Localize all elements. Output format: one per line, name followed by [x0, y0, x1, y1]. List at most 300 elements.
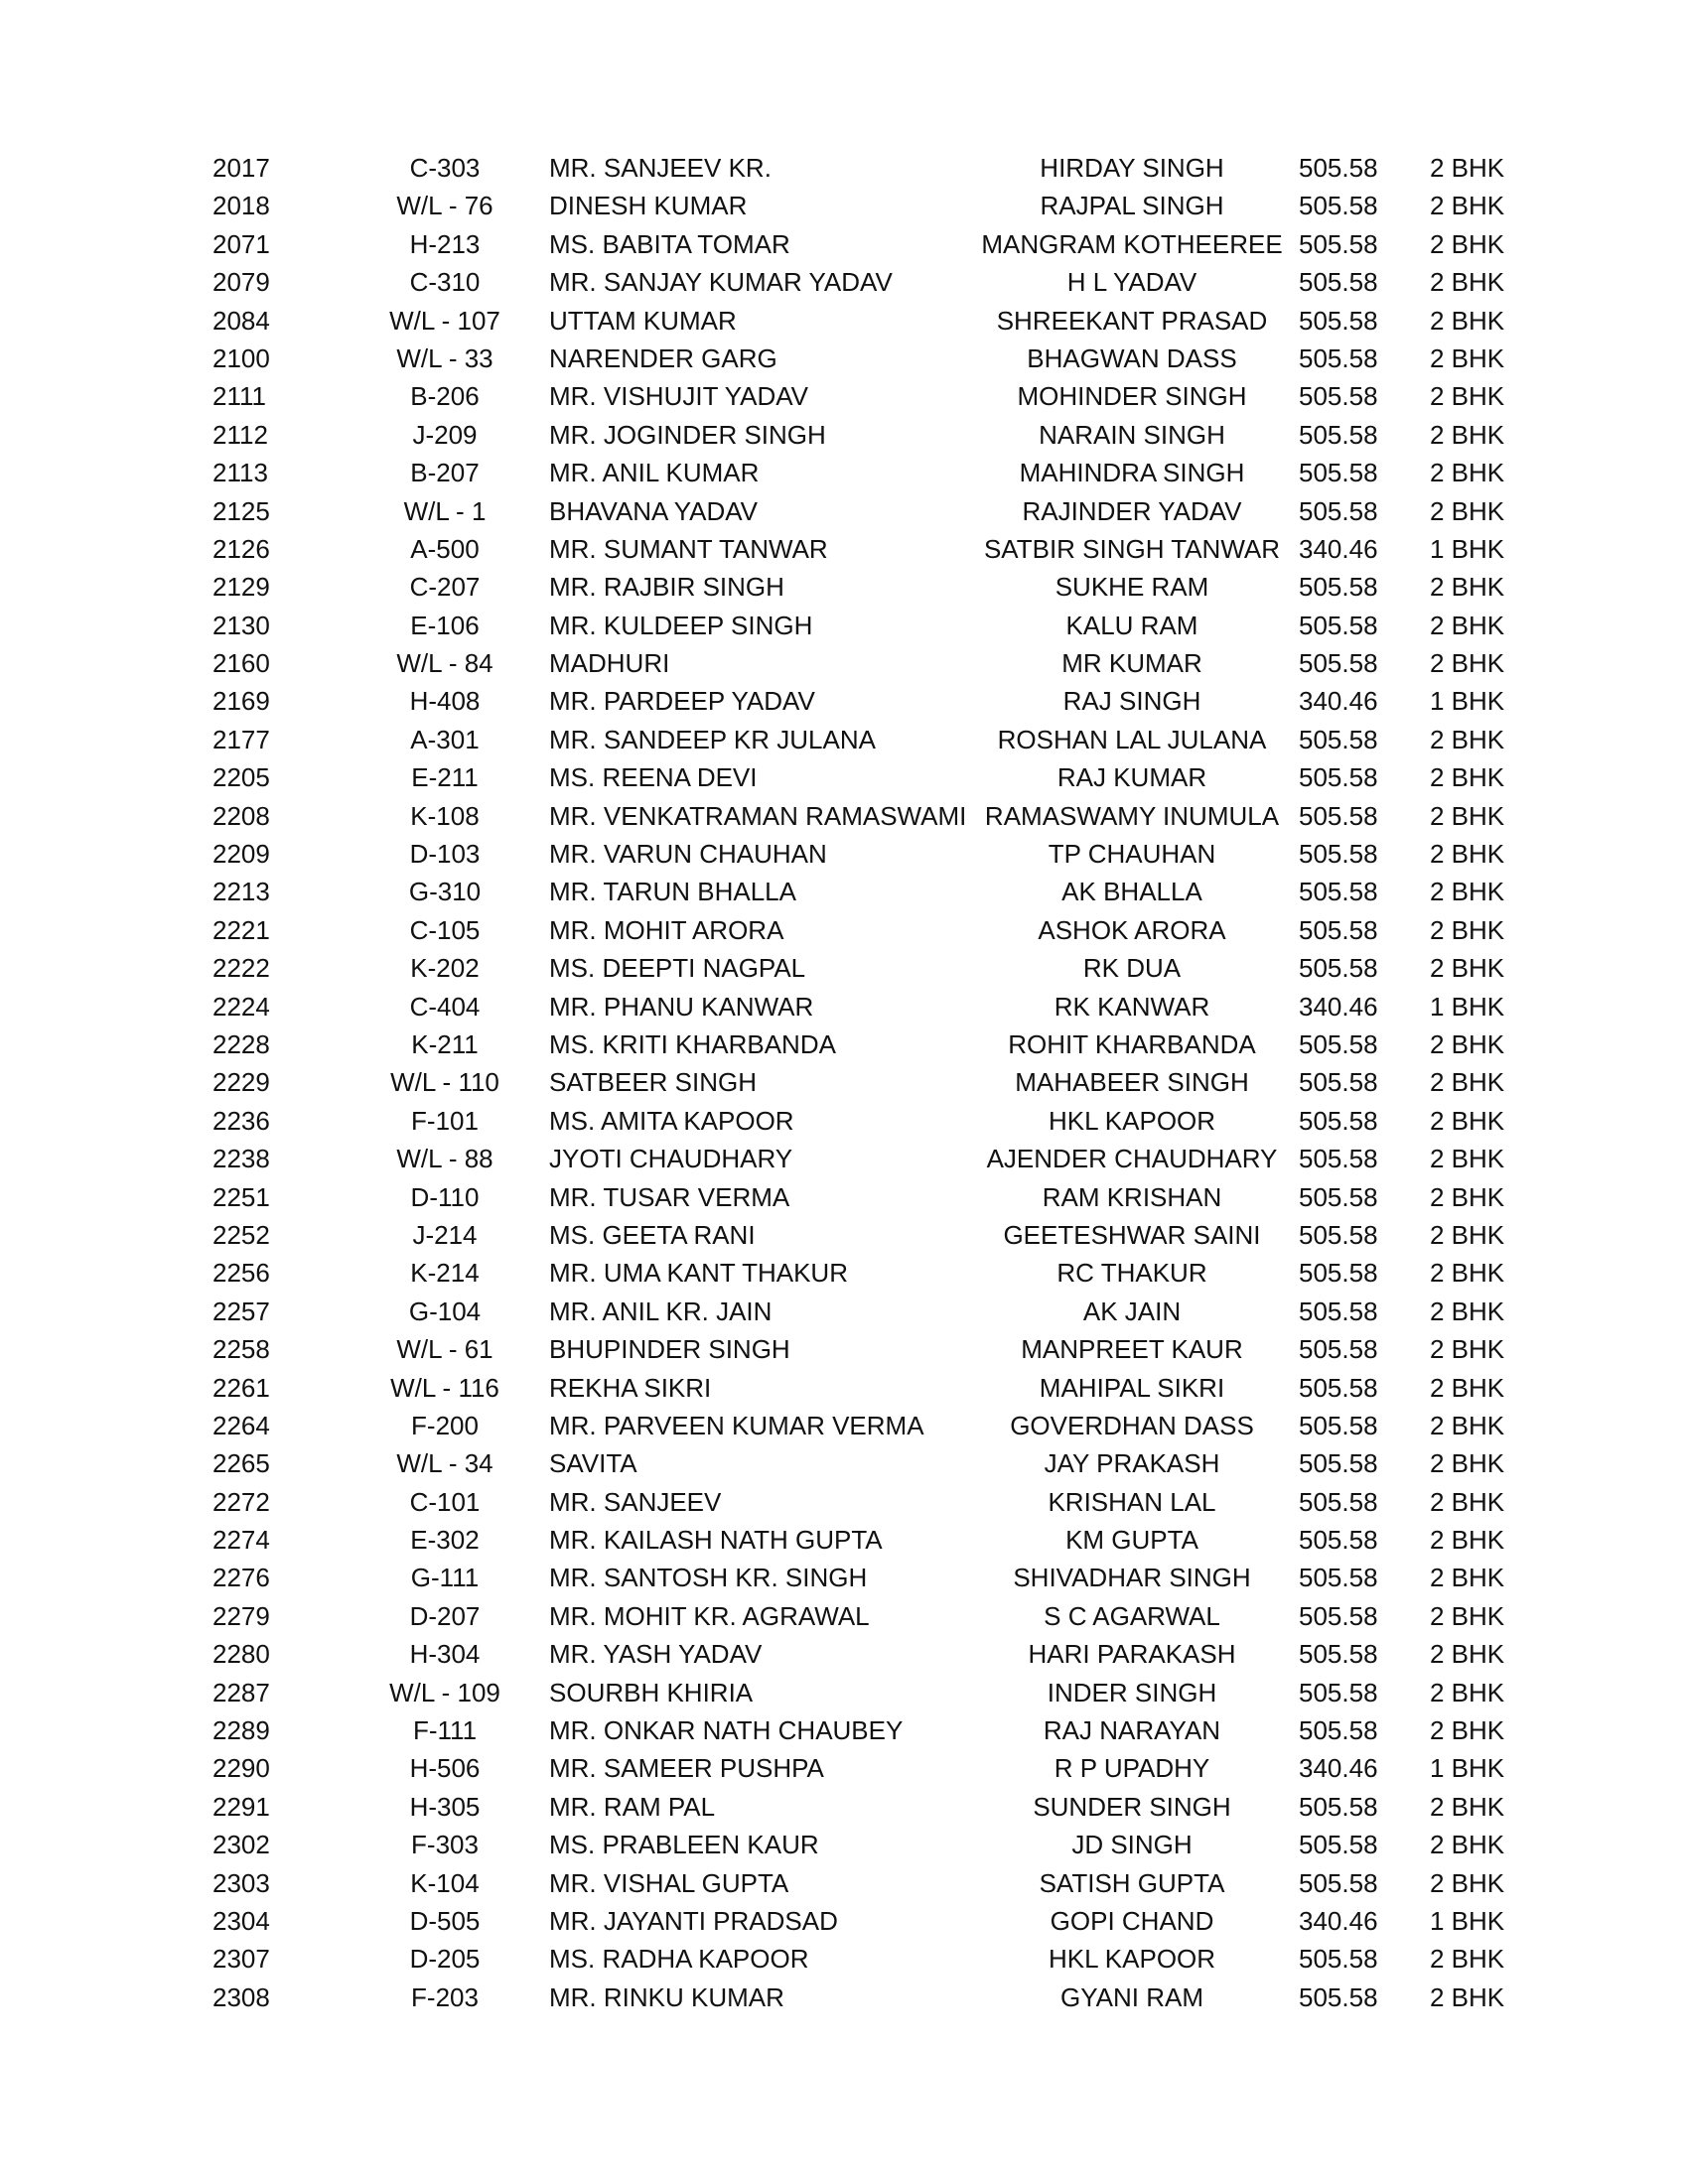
- area-cell: 505.58: [1299, 419, 1378, 450]
- flat-type-cell: 2 BHK: [1430, 419, 1505, 450]
- serial-number-cell: 2079: [212, 267, 270, 298]
- allottee-name-cell: MS. KRITI KHARBANDA: [549, 1028, 836, 1059]
- allottee-name-cell: MR. KAILASH NATH GUPTA: [549, 1525, 883, 1556]
- area-cell: 505.58: [1299, 1715, 1378, 1746]
- flat-type-cell: 2 BHK: [1430, 1486, 1505, 1517]
- unit-number-cell: F-101: [411, 1105, 479, 1136]
- table-row: [0, 1826, 1688, 1863]
- serial-number-cell: 2256: [212, 1258, 270, 1289]
- table-row: [0, 492, 1688, 530]
- flat-type-cell: 1 BHK: [1430, 991, 1505, 1022]
- area-cell: 505.58: [1299, 914, 1378, 945]
- unit-number-cell: C-310: [409, 267, 481, 298]
- table-row: [0, 1369, 1688, 1407]
- allottee-name-cell: MR. RAM PAL: [549, 1791, 716, 1822]
- table-row: [0, 1788, 1688, 1826]
- allottee-name-cell: MR. TUSAR VERMA: [549, 1181, 790, 1212]
- allottee-name-cell: MR. ONKAR NATH CHAUBEY: [549, 1715, 904, 1746]
- area-cell: 505.58: [1299, 1144, 1378, 1174]
- table-row: [0, 988, 1688, 1025]
- serial-number-cell: 2238: [212, 1144, 270, 1174]
- father-name-cell: SHIVADHAR SINGH: [1013, 1563, 1251, 1593]
- flat-type-cell: 2 BHK: [1430, 305, 1505, 336]
- serial-number-cell: 2257: [212, 1296, 270, 1326]
- flat-type-cell: 2 BHK: [1430, 228, 1505, 259]
- area-cell: 505.58: [1299, 1372, 1378, 1403]
- serial-number-cell: 2224: [212, 991, 270, 1022]
- allottee-name-cell: MR. UMA KANT THAKUR: [549, 1258, 848, 1289]
- father-name-cell: KALU RAM: [1065, 610, 1198, 640]
- flat-type-cell: 2 BHK: [1430, 381, 1505, 412]
- area-cell: 340.46: [1299, 533, 1378, 564]
- unit-number-cell: W/L - 84: [396, 648, 493, 679]
- area-cell: 505.58: [1299, 762, 1378, 793]
- serial-number-cell: 2209: [212, 839, 270, 870]
- area-cell: 505.58: [1299, 1258, 1378, 1289]
- area-cell: 505.58: [1299, 305, 1378, 336]
- table-row: [0, 1483, 1688, 1521]
- allottee-name-cell: MR. TARUN BHALLA: [549, 877, 796, 907]
- table-row: [0, 949, 1688, 987]
- allottee-name-cell: REKHA SIKRI: [549, 1372, 712, 1403]
- allottee-name-cell: NARENDER GARG: [549, 342, 777, 373]
- serial-number-cell: 2126: [212, 533, 270, 564]
- unit-number-cell: C-303: [409, 153, 481, 183]
- father-name-cell: SHREEKANT PRASAD: [996, 305, 1268, 336]
- table-row: [0, 149, 1688, 187]
- unit-number-cell: E-106: [410, 610, 480, 640]
- flat-type-cell: 2 BHK: [1430, 191, 1505, 221]
- serial-number-cell: 2222: [212, 953, 270, 984]
- serial-number-cell: 2308: [212, 1981, 270, 2012]
- father-name-cell: RAJ NARAYAN: [1043, 1715, 1221, 1746]
- unit-number-cell: G-310: [408, 877, 482, 907]
- area-cell: 505.58: [1299, 1448, 1378, 1479]
- area-cell: 505.58: [1299, 342, 1378, 373]
- flat-type-cell: 2 BHK: [1430, 800, 1505, 831]
- allottee-name-cell: MADHURI: [549, 648, 670, 679]
- father-name-cell: AJENDER CHAUDHARY: [986, 1144, 1278, 1174]
- area-cell: 505.58: [1299, 1334, 1378, 1365]
- unit-number-cell: H-506: [409, 1753, 481, 1784]
- allottee-name-cell: MS. REENA DEVI: [549, 762, 758, 793]
- father-name-cell: AK BHALLA: [1061, 877, 1202, 907]
- serial-number-cell: 2280: [212, 1639, 270, 1670]
- area-cell: 505.58: [1299, 458, 1378, 488]
- allottee-name-cell: MS. GEETA RANI: [549, 1219, 756, 1250]
- unit-number-cell: A-500: [410, 533, 480, 564]
- serial-number-cell: 2125: [212, 495, 270, 526]
- area-cell: 505.58: [1299, 1296, 1378, 1326]
- area-cell: 505.58: [1299, 1486, 1378, 1517]
- unit-number-cell: C-105: [409, 914, 481, 945]
- area-cell: 505.58: [1299, 1600, 1378, 1631]
- father-name-cell: HKL KAPOOR: [1048, 1105, 1216, 1136]
- unit-number-cell: H-304: [409, 1639, 481, 1670]
- flat-type-cell: 2 BHK: [1430, 1525, 1505, 1556]
- unit-number-cell: W/L - 116: [390, 1372, 499, 1403]
- unit-number-cell: G-104: [408, 1296, 482, 1326]
- table-row: [0, 1444, 1688, 1482]
- flat-type-cell: 2 BHK: [1430, 1791, 1505, 1822]
- allottee-name-cell: MR. SAMEER PUSHPA: [549, 1753, 824, 1784]
- flat-type-cell: 2 BHK: [1430, 724, 1505, 754]
- serial-number-cell: 2287: [212, 1677, 270, 1707]
- unit-number-cell: B-207: [410, 458, 480, 488]
- unit-number-cell: C-404: [409, 991, 481, 1022]
- serial-number-cell: 2307: [212, 1944, 270, 1975]
- father-name-cell: HKL KAPOOR: [1048, 1944, 1216, 1975]
- unit-number-cell: D-505: [409, 1905, 481, 1936]
- serial-number-cell: 2213: [212, 877, 270, 907]
- table-row: [0, 225, 1688, 263]
- table-row: [0, 1940, 1688, 1978]
- table-row: [0, 682, 1688, 720]
- allottee-name-cell: MR. VENKATRAMAN RAMASWAMI: [549, 800, 967, 831]
- unit-number-cell: F-203: [411, 1981, 479, 2012]
- unit-number-cell: F-111: [412, 1715, 478, 1746]
- father-name-cell: SATBIR SINGH TANWAR: [983, 533, 1281, 564]
- father-name-cell: RAM KRISHAN: [1042, 1181, 1222, 1212]
- flat-type-cell: 2 BHK: [1430, 762, 1505, 793]
- table-row: [0, 797, 1688, 835]
- flat-type-cell: 2 BHK: [1430, 1981, 1505, 2012]
- father-name-cell: GOVERDHAN DASS: [1010, 1410, 1254, 1440]
- father-name-cell: AK JAIN: [1082, 1296, 1182, 1326]
- allottee-name-cell: MR. JOGINDER SINGH: [549, 419, 826, 450]
- flat-type-cell: 2 BHK: [1430, 1600, 1505, 1631]
- father-name-cell: INDER SINGH: [1047, 1677, 1217, 1707]
- area-cell: 505.58: [1299, 1791, 1378, 1822]
- serial-number-cell: 2290: [212, 1753, 270, 1784]
- area-cell: 505.58: [1299, 1563, 1378, 1593]
- flat-type-cell: 2 BHK: [1430, 1563, 1505, 1593]
- father-name-cell: JAY PRAKASH: [1044, 1448, 1220, 1479]
- table-row: [0, 416, 1688, 454]
- area-cell: 505.58: [1299, 1830, 1378, 1860]
- flat-type-cell: 1 BHK: [1430, 1753, 1505, 1784]
- father-name-cell: MAHABEER SINGH: [1015, 1067, 1249, 1098]
- allottee-name-cell: MR. SANTOSH KR. SINGH: [549, 1563, 868, 1593]
- flat-type-cell: 2 BHK: [1430, 342, 1505, 373]
- father-name-cell: ROHIT KHARBANDA: [1008, 1028, 1256, 1059]
- allottee-name-cell: MR. VARUN CHAUHAN: [549, 839, 827, 870]
- area-cell: 505.58: [1299, 1525, 1378, 1556]
- father-name-cell: RK DUA: [1082, 953, 1182, 984]
- flat-type-cell: 2 BHK: [1430, 1181, 1505, 1212]
- flat-type-cell: 2 BHK: [1430, 1944, 1505, 1975]
- serial-number-cell: 2258: [212, 1334, 270, 1365]
- area-cell: 505.58: [1299, 1944, 1378, 1975]
- flat-type-cell: 1 BHK: [1430, 686, 1505, 717]
- area-cell: 505.58: [1299, 228, 1378, 259]
- allottee-name-cell: MR. JAYANTI PRADSAD: [549, 1905, 838, 1936]
- allotment-table: [0, 149, 1688, 2016]
- flat-type-cell: 2 BHK: [1430, 495, 1505, 526]
- table-row: [0, 1902, 1688, 1940]
- flat-type-cell: 2 BHK: [1430, 1028, 1505, 1059]
- allottee-name-cell: BHAVANA YADAV: [549, 495, 759, 526]
- area-cell: 505.58: [1299, 1105, 1378, 1136]
- father-name-cell: SUNDER SINGH: [1033, 1791, 1231, 1822]
- area-cell: 505.58: [1299, 381, 1378, 412]
- father-name-cell: KRISHAN LAL: [1048, 1486, 1216, 1517]
- serial-number-cell: 2129: [212, 572, 270, 603]
- allottee-name-cell: MR. PARVEEN KUMAR VERMA: [549, 1410, 924, 1440]
- father-name-cell: RC THAKUR: [1056, 1258, 1207, 1289]
- area-cell: 505.58: [1299, 1067, 1378, 1098]
- father-name-cell: RAJINDER YADAV: [1022, 495, 1242, 526]
- father-name-cell: KM GUPTA: [1065, 1525, 1198, 1556]
- table-row: [0, 1178, 1688, 1216]
- table-row: [0, 835, 1688, 873]
- flat-type-cell: 2 BHK: [1430, 1296, 1505, 1326]
- area-cell: 505.58: [1299, 267, 1378, 298]
- serial-number-cell: 2304: [212, 1905, 270, 1936]
- unit-number-cell: H-305: [409, 1791, 481, 1822]
- allottee-name-cell: MS. BABITA TOMAR: [549, 228, 790, 259]
- serial-number-cell: 2100: [212, 342, 270, 373]
- allottee-name-cell: MR. SUMANT TANWAR: [549, 533, 828, 564]
- table-row: [0, 530, 1688, 568]
- area-cell: 505.58: [1299, 1867, 1378, 1898]
- father-name-cell: S C AGARWAL: [1044, 1600, 1220, 1631]
- allottee-name-cell: MR. RINKU KUMAR: [549, 1981, 784, 2012]
- area-cell: 505.58: [1299, 1981, 1378, 2012]
- table-row: [0, 1597, 1688, 1635]
- flat-type-cell: 2 BHK: [1430, 1448, 1505, 1479]
- allottee-name-cell: MS. RADHA KAPOOR: [549, 1944, 809, 1975]
- unit-number-cell: W/L - 107: [389, 305, 500, 336]
- father-name-cell: MANGRAM KOTHEEREE: [981, 228, 1283, 259]
- allottee-name-cell: SAVITA: [549, 1448, 637, 1479]
- unit-number-cell: W/L - 34: [396, 1448, 493, 1479]
- father-name-cell: ASHOK ARORA: [1038, 914, 1226, 945]
- father-name-cell: TP CHAUHAN: [1048, 839, 1216, 870]
- serial-number-cell: 2111: [212, 381, 266, 412]
- area-cell: 505.58: [1299, 1181, 1378, 1212]
- area-cell: 505.58: [1299, 1028, 1378, 1059]
- table-row: [0, 1293, 1688, 1330]
- serial-number-cell: 2177: [212, 724, 270, 754]
- unit-number-cell: K-211: [411, 1028, 479, 1059]
- table-row: [0, 607, 1688, 644]
- allottee-name-cell: MR. VISHAL GUPTA: [549, 1867, 789, 1898]
- allottee-name-cell: MR. ANIL KUMAR: [549, 458, 760, 488]
- flat-type-cell: 2 BHK: [1430, 1410, 1505, 1440]
- unit-number-cell: W/L - 88: [396, 1144, 493, 1174]
- serial-number-cell: 2160: [212, 648, 270, 679]
- serial-number-cell: 2084: [212, 305, 270, 336]
- unit-number-cell: K-104: [410, 1867, 480, 1898]
- serial-number-cell: 2276: [212, 1563, 270, 1593]
- allottee-name-cell: SOURBH KHIRIA: [549, 1677, 754, 1707]
- unit-number-cell: K-214: [410, 1258, 480, 1289]
- table-row: [0, 1521, 1688, 1559]
- serial-number-cell: 2169: [212, 686, 270, 717]
- area-cell: 340.46: [1299, 686, 1378, 717]
- area-cell: 505.58: [1299, 191, 1378, 221]
- flat-type-cell: 2 BHK: [1430, 153, 1505, 183]
- serial-number-cell: 2221: [212, 914, 270, 945]
- flat-type-cell: 2 BHK: [1430, 572, 1505, 603]
- area-cell: 505.58: [1299, 1677, 1378, 1707]
- allottee-name-cell: MS. PRABLEEN KAUR: [549, 1830, 819, 1860]
- unit-number-cell: B-206: [410, 381, 480, 412]
- area-cell: 505.58: [1299, 495, 1378, 526]
- serial-number-cell: 2274: [212, 1525, 270, 1556]
- father-name-cell: RK KANWAR: [1054, 991, 1210, 1022]
- father-name-cell: H L YADAV: [1066, 267, 1197, 298]
- area-cell: 340.46: [1299, 991, 1378, 1022]
- serial-number-cell: 2303: [212, 1867, 270, 1898]
- allottee-name-cell: MR. SANJEEV KR.: [549, 153, 772, 183]
- flat-type-cell: 2 BHK: [1430, 877, 1505, 907]
- unit-number-cell: C-101: [409, 1486, 481, 1517]
- unit-number-cell: W/L - 33: [396, 342, 493, 373]
- flat-type-cell: 2 BHK: [1430, 953, 1505, 984]
- allottee-name-cell: UTTAM KUMAR: [549, 305, 737, 336]
- unit-number-cell: H-408: [409, 686, 481, 717]
- father-name-cell: NARAIN SINGH: [1039, 419, 1225, 450]
- serial-number-cell: 2228: [212, 1028, 270, 1059]
- serial-number-cell: 2252: [212, 1219, 270, 1250]
- area-cell: 505.58: [1299, 1219, 1378, 1250]
- area-cell: 505.58: [1299, 800, 1378, 831]
- father-name-cell: RAMASWAMY INUMULA: [984, 800, 1280, 831]
- unit-number-cell: K-202: [410, 953, 480, 984]
- table-row: [0, 1216, 1688, 1254]
- serial-number-cell: 2113: [212, 458, 268, 488]
- flat-type-cell: 2 BHK: [1430, 839, 1505, 870]
- serial-number-cell: 2229: [212, 1067, 270, 1098]
- father-name-cell: HARI PARAKASH: [1028, 1639, 1236, 1670]
- allottee-name-cell: MR. MOHIT ARORA: [549, 914, 784, 945]
- allottee-name-cell: BHUPINDER SINGH: [549, 1334, 790, 1365]
- flat-type-cell: 2 BHK: [1430, 1334, 1505, 1365]
- serial-number-cell: 2205: [212, 762, 270, 793]
- serial-number-cell: 2302: [212, 1830, 270, 1860]
- unit-number-cell: F-303: [411, 1830, 479, 1860]
- allottee-name-cell: JYOTI CHAUDHARY: [549, 1144, 793, 1174]
- serial-number-cell: 2112: [212, 419, 268, 450]
- serial-number-cell: 2017: [212, 153, 270, 183]
- table-row: [0, 1749, 1688, 1787]
- area-cell: 340.46: [1299, 1753, 1378, 1784]
- table-row: [0, 1254, 1688, 1292]
- unit-number-cell: W/L - 61: [396, 1334, 493, 1365]
- table-row: [0, 187, 1688, 224]
- table-row: [0, 1711, 1688, 1749]
- table-row: [0, 1635, 1688, 1673]
- father-name-cell: MOHINDER SINGH: [1017, 381, 1247, 412]
- table-row: [0, 721, 1688, 758]
- father-name-cell: GOPI CHAND: [1050, 1905, 1214, 1936]
- unit-number-cell: E-211: [411, 762, 479, 793]
- table-row: [0, 1025, 1688, 1063]
- unit-number-cell: F-200: [411, 1410, 479, 1440]
- table-row: [0, 377, 1688, 415]
- flat-type-cell: 2 BHK: [1430, 1372, 1505, 1403]
- area-cell: 505.58: [1299, 610, 1378, 640]
- unit-number-cell: W/L - 1: [403, 495, 487, 526]
- flat-type-cell: 2 BHK: [1430, 1677, 1505, 1707]
- flat-type-cell: 2 BHK: [1430, 1715, 1505, 1746]
- allottee-name-cell: MR. SANDEEP KR JULANA: [549, 724, 876, 754]
- flat-type-cell: 2 BHK: [1430, 648, 1505, 679]
- allottee-name-cell: MR. SANJEEV: [549, 1486, 722, 1517]
- flat-type-cell: 2 BHK: [1430, 1219, 1505, 1250]
- allottee-name-cell: MR. KULDEEP SINGH: [549, 610, 813, 640]
- allottee-name-cell: SATBEER SINGH: [549, 1067, 758, 1098]
- allottee-name-cell: DINESH KUMAR: [549, 191, 748, 221]
- allottee-name-cell: MS. DEEPTI NAGPAL: [549, 953, 806, 984]
- serial-number-cell: 2236: [212, 1105, 270, 1136]
- unit-number-cell: J-214: [412, 1219, 478, 1250]
- area-cell: 505.58: [1299, 1639, 1378, 1670]
- area-cell: 505.58: [1299, 648, 1378, 679]
- father-name-cell: ROSHAN LAL JULANA: [997, 724, 1267, 754]
- father-name-cell: GYANI RAM: [1060, 1981, 1203, 2012]
- table-row: [0, 758, 1688, 796]
- unit-number-cell: D-205: [409, 1944, 481, 1975]
- serial-number-cell: 2291: [212, 1791, 270, 1822]
- father-name-cell: GEETESHWAR SAINI: [1003, 1219, 1261, 1250]
- father-name-cell: MR KUMAR: [1061, 648, 1202, 679]
- allottee-name-cell: MR. MOHIT KR. AGRAWAL: [549, 1600, 870, 1631]
- allottee-name-cell: MR. VISHUJIT YADAV: [549, 381, 809, 412]
- serial-number-cell: 2261: [212, 1372, 270, 1403]
- unit-number-cell: G-111: [410, 1563, 480, 1593]
- serial-number-cell: 2208: [212, 800, 270, 831]
- flat-type-cell: 2 BHK: [1430, 1830, 1505, 1860]
- father-name-cell: MAHIPAL SIKRI: [1039, 1372, 1225, 1403]
- area-cell: 505.58: [1299, 839, 1378, 870]
- table-row: [0, 1407, 1688, 1444]
- allottee-name-cell: MR. ANIL KR. JAIN: [549, 1296, 773, 1326]
- serial-number-cell: 2018: [212, 191, 270, 221]
- table-row: [0, 1674, 1688, 1711]
- father-name-cell: HIRDAY SINGH: [1040, 153, 1224, 183]
- father-name-cell: JD SINGH: [1071, 1830, 1193, 1860]
- unit-number-cell: C-207: [409, 572, 481, 603]
- table-row: [0, 454, 1688, 491]
- unit-number-cell: W/L - 76: [396, 191, 493, 221]
- unit-number-cell: W/L - 109: [389, 1677, 500, 1707]
- serial-number-cell: 2289: [212, 1715, 270, 1746]
- flat-type-cell: 2 BHK: [1430, 1639, 1505, 1670]
- unit-number-cell: W/L - 110: [390, 1067, 499, 1098]
- unit-number-cell: E-302: [410, 1525, 480, 1556]
- flat-type-cell: 2 BHK: [1430, 914, 1505, 945]
- serial-number-cell: 2265: [212, 1448, 270, 1479]
- serial-number-cell: 2251: [212, 1181, 270, 1212]
- serial-number-cell: 2130: [212, 610, 270, 640]
- unit-number-cell: D-103: [409, 839, 481, 870]
- allottee-name-cell: MR. YASH YADAV: [549, 1639, 763, 1670]
- table-row: [0, 873, 1688, 910]
- table-row: [0, 568, 1688, 606]
- area-cell: 505.58: [1299, 153, 1378, 183]
- allottee-name-cell: MR. PARDEEP YADAV: [549, 686, 815, 717]
- father-name-cell: SUKHE RAM: [1055, 572, 1209, 603]
- table-row: [0, 1102, 1688, 1140]
- father-name-cell: RAJPAL SINGH: [1040, 191, 1224, 221]
- table-row: [0, 1063, 1688, 1101]
- unit-number-cell: A-301: [410, 724, 480, 754]
- allottee-name-cell: MR. RAJBIR SINGH: [549, 572, 784, 603]
- serial-number-cell: 2279: [212, 1600, 270, 1631]
